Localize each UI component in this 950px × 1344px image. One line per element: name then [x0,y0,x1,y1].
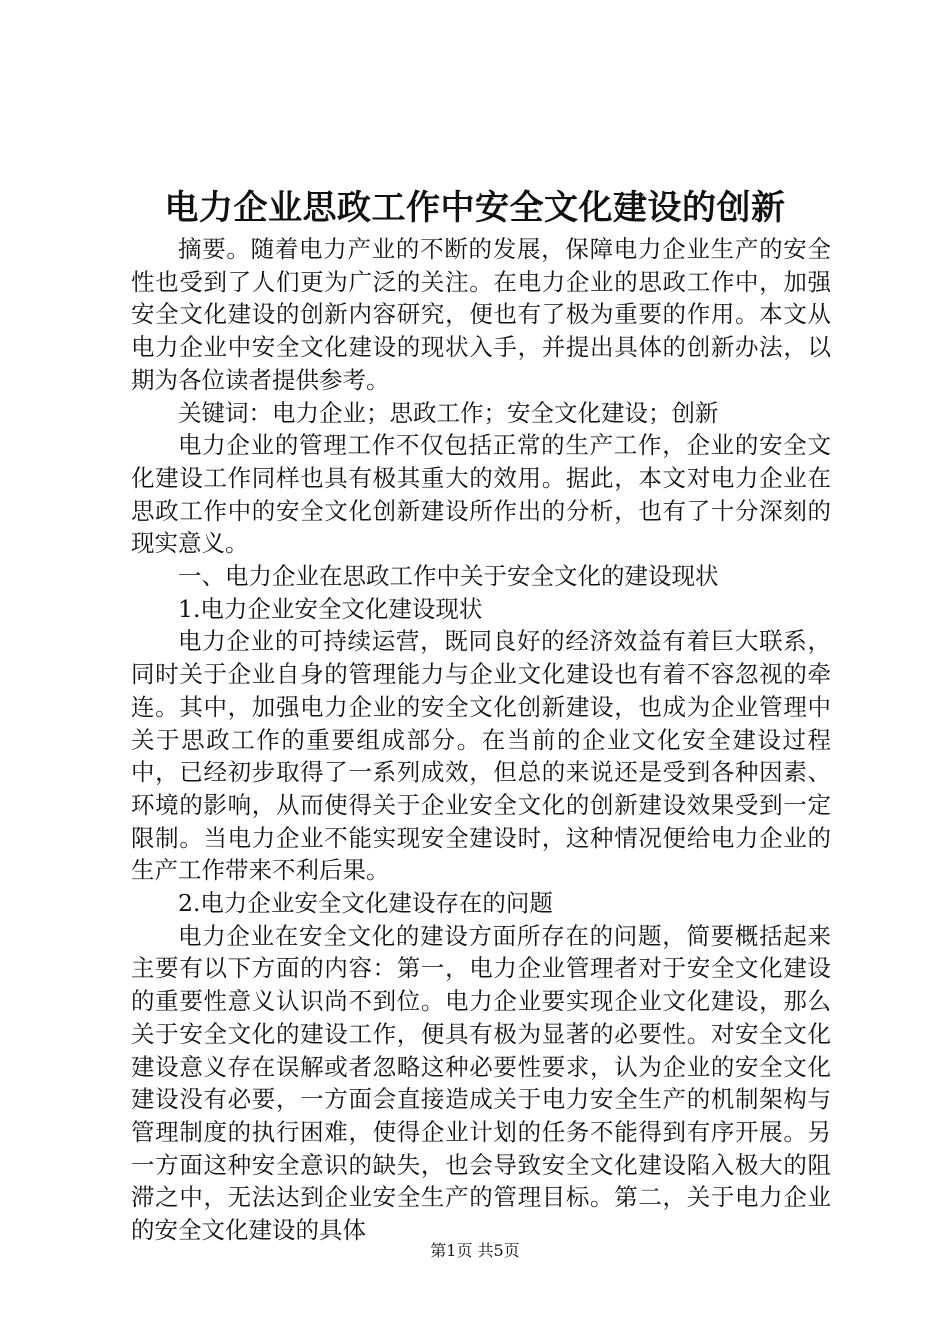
abstract-paragraph: 摘要。随着电力产业的不断的发展，保障电力企业生产的安全性也受到了人们更为广泛的关注。在电力企业的思政工作中，加强安全文化建设的创新内容研究，便也有了极为重要的作用。本文从电力企业中安全文化建设的现状入手，并提出具体的创新办法，以期为各位读者提供参考。 [131,235,831,394]
body-paragraph: 电力企业在安全文化的建设方面所存在的问题，简要概括起来主要有以下方面的内容：第一，电力企业管理者对于安全文化建设的重要性意义认识尚不到位。电力企业要实现企业文化建设，那么关于安全文化的建设工作，便具有极为显著的必要性。对安全文化建设意义存在误解或者忽略这种必要性要求，认为企业的安全文化建设没有必要，一方面会直接造成关于电力安全生产的机制架构与管理制度的执行困难，使得企业计划的任务不能得到有序开展。另一方面这种安全意识的缺失，也会导致安全文化建设陷入极大的阻滞之中，无法达到企业安全生产的管理目标。第二，关于电力企业的安全文化建设的具体 [131,921,831,1245]
page-footer: 第1页 共5页 [430,1241,520,1260]
body-paragraph: 电力企业的可持续运营，既同良好的经济效益有着巨大联系，同时关于企业自身的管理能力与企业文化建设也有着不容忽视的牵连。其中，加强电力企业的安全文化创新建设，也成为企业管理中关于思政工作的重要组成部分。在当前的企业文化安全建设过程中，已经初步取得了一系列成效，但总的来说还是受到各种因素、环境的影响，从而使得关于企业安全文化的创新建设效果受到一定限制。当电力企业不能实现安全建设时，这种情况便给电力企业的生产工作带来不利后果。 [131,627,831,885]
section-heading: 一、电力企业在思政工作中关于安全文化的建设现状 [178,562,719,591]
keywords-paragraph: 关键词：电力企业；思政工作；安全文化建设；创新 [178,398,719,427]
intro-paragraph: 电力企业的管理工作不仅包括正常的生产工作，企业的安全文化建设工作同样也具有极其重大的效用。据此，本文对电力企业在思政工作中的安全文化创新建设所作出的分析，也有了十分深刻的现实意义。 [131,431,831,558]
subsection-heading: 2.电力企业安全文化建设存在的问题 [178,889,553,918]
subsection-heading: 1.电力企业安全文化建设现状 [178,594,483,623]
document-title: 电力企业思政工作中安全文化建设的创新 [164,188,786,228]
document-body [131,233,831,1247]
